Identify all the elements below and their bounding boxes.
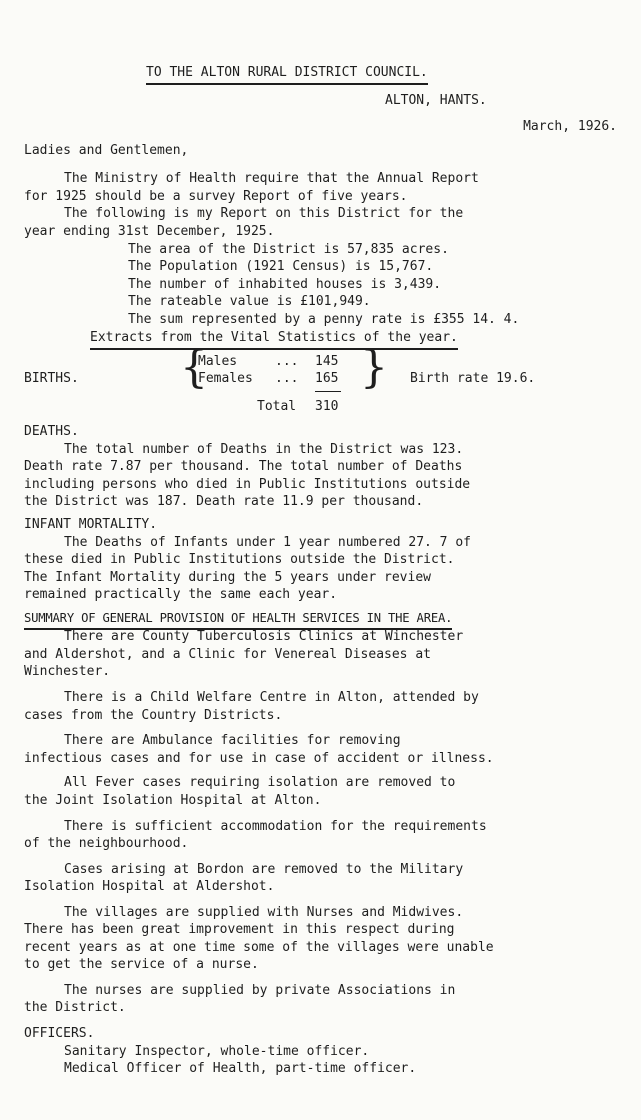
summary-line: the Joint Isolation Hospital at Alton. [24, 793, 322, 808]
summary-line: Cases arising at Bordon are removed to the Military [64, 862, 464, 877]
deaths-line: including persons who died in Public Institutions outside [24, 477, 471, 492]
summary-line: recent years as at one time some of the villages were unable [24, 940, 494, 955]
summary-line: There has been great improvement in this respect during [24, 922, 455, 937]
infant-line: these died in Public Institutions outside the District. [24, 552, 455, 567]
officers-label: OFFICERS. [24, 1026, 95, 1041]
females-dots: ... [275, 371, 299, 386]
males-label: Males [198, 354, 238, 369]
summary-line: of the neighbourhood. [24, 836, 189, 851]
total-label: Total [257, 399, 297, 414]
summary-line: Winchester. [24, 664, 111, 679]
infant-line: remained practically the same each year. [24, 587, 338, 602]
females-label: Females [198, 371, 253, 386]
deaths-line: the District was 187. Death rate 11.9 per thousand. [24, 494, 424, 509]
intro-line: for 1925 should be a survey Report of five years. [24, 189, 408, 204]
summary-line: All Fever cases requiring isolation are removed to [64, 775, 456, 790]
stat-penny-rate: The sum represented by a penny rate is £355 14. 4. [128, 312, 520, 327]
summary-line: There is a Child Welfare Centre in Alton, attended by [64, 690, 479, 705]
males-dots: ... [275, 354, 299, 369]
total-rule [315, 391, 341, 392]
infant-mortality-label: INFANT MORTALITY. [24, 517, 158, 532]
birth-rate: Birth rate 19.6. [410, 371, 536, 386]
stat-population: The Population (1921 Census) is 15,767. [128, 259, 434, 274]
summary-line: Isolation Hospital at Aldershot. [24, 879, 275, 894]
stat-houses: The number of inhabited houses is 3,439. [128, 277, 442, 292]
summary-line: to get the service of a nurse. [24, 957, 259, 972]
extracts-heading: Extracts from the Vital Statistics of the year. [90, 329, 458, 350]
deaths-line: Death rate 7.87 per thousand. The total number of Deaths [24, 459, 463, 474]
summary-line: infectious cases and for use in case of accident or illness. [24, 751, 494, 766]
stat-rateable-value: The rateable value is £101,949. [128, 294, 371, 309]
summary-line: The villages are supplied with Nurses and Midwives. [64, 905, 464, 920]
summary-heading: SUMMARY OF GENERAL PROVISION OF HEALTH SERVICES IN THE AREA. [24, 609, 452, 630]
intro-line: year ending 31st December, 1925. [24, 224, 275, 239]
left-brace-icon: { [180, 342, 208, 393]
summary-line: the District. [24, 1000, 126, 1015]
summary-line: There is sufficient accommodation for the requirements [64, 819, 487, 834]
intro-line: The Ministry of Health require that the Annual Report [64, 171, 479, 186]
infant-line: The Infant Mortality during the 5 years under review [24, 570, 431, 585]
officer-sanitary-inspector: Sanitary Inspector, whole-time officer. [64, 1044, 370, 1059]
males-value: 145 [315, 354, 339, 369]
summary-line: There are County Tuberculosis Clinics at Winchester [64, 629, 464, 644]
right-brace-icon: } [360, 342, 388, 393]
births-label: BIRTHS. [24, 371, 79, 386]
total-value: 310 [315, 399, 339, 414]
stat-area: The area of the District is 57,835 acres. [128, 242, 449, 257]
summary-line: The nurses are supplied by private Associations in [64, 983, 456, 998]
deaths-label: DEATHS. [24, 424, 79, 439]
report-place: ALTON, HANTS. [385, 93, 487, 108]
summary-line: There are Ambulance facilities for removing [64, 733, 401, 748]
intro-line: The following is my Report on this District for the [64, 206, 464, 221]
summary-line: and Aldershot, and a Clinic for Venereal Diseases at [24, 647, 431, 662]
report-date: March, 1926. [523, 119, 617, 134]
infant-line: The Deaths of Infants under 1 year numbered 27. 7 of [64, 535, 471, 550]
females-value: 165 [315, 371, 339, 386]
deaths-line: The total number of Deaths in the District was 123. [64, 442, 464, 457]
summary-line: cases from the Country Districts. [24, 708, 283, 723]
officer-medical-officer: Medical Officer of Health, part-time officer. [64, 1061, 417, 1076]
salutation: Ladies and Gentlemen, [24, 143, 189, 158]
report-title: TO THE ALTON RURAL DISTRICT COUNCIL. [146, 64, 428, 85]
